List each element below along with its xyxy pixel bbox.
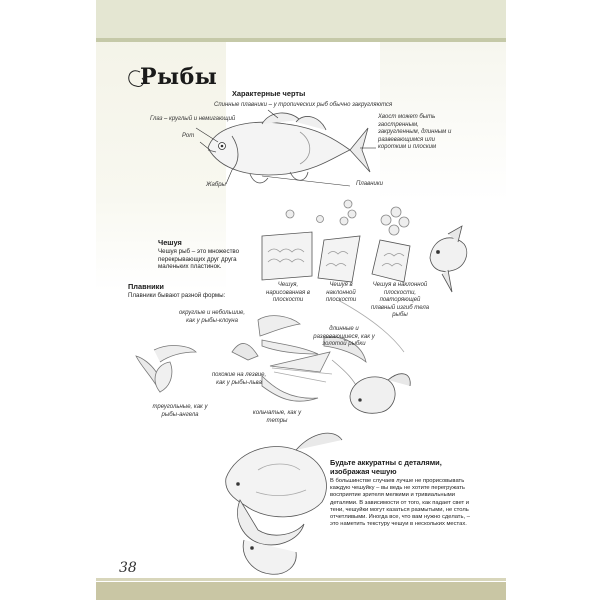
fin-type-rounded: округлые и небольшие, как у рыбы-клоуна bbox=[178, 310, 246, 324]
label-dorsal-fins: Спинные плавники – у тропических рыб обычно закругляются bbox=[214, 102, 393, 108]
scale-panel-flat bbox=[262, 232, 312, 280]
label-eye: Глаз – круглый и немигающий bbox=[150, 116, 236, 122]
features-heading: Характерные черты bbox=[232, 89, 306, 98]
fin-type-blade: похожие на лезвие, как у рыбы-льва bbox=[211, 372, 267, 386]
label-tail: Хвост может быть заостренным, закругленным, длинным и развевающимся или коротким и плоским bbox=[378, 114, 452, 151]
goldfish-drawing bbox=[350, 374, 410, 413]
fins-heading: Плавники bbox=[128, 282, 164, 291]
tip-text: В большинстве случаев лучше не прорисовывать каждую чешуйку – вы ведь не хотите перегружать восприятие зрителя мелкими и тривиальными деталями. В зависимости от того, как падает свет и тени, чешуйки могут казаться размытыми, не столь отчетливыми. Иногда все, что вам нужно сделать, – это наметить текстуру чешуи в нескольких местах. bbox=[330, 478, 470, 528]
scale-samples-top bbox=[286, 200, 409, 235]
scales-caption-angled: Чешуя в наклонной плоскости bbox=[325, 282, 357, 304]
scales-caption-flat: Чешуя, нарисованная в плоскости bbox=[266, 282, 310, 304]
koi-fish-drawing bbox=[226, 433, 342, 574]
tip-heading: Будьте аккуратны с деталями, изображая чешую bbox=[330, 458, 442, 476]
label-fins: Плавники bbox=[356, 181, 384, 187]
fin-type-ringed: кольчатые, как у тетры bbox=[252, 410, 302, 424]
scale-panel-angled bbox=[318, 236, 360, 282]
scales-caption-curved: Чешуя в наклонной плоскости, повторяющей плавный изгиб тела рыбы bbox=[370, 282, 430, 319]
angelfish-drawing bbox=[430, 226, 467, 292]
fins-text: Плавники бывают разной формы: bbox=[128, 292, 226, 299]
fin-type-flowing: длинные и развевающиеся, как у золотой рыбки bbox=[313, 326, 375, 348]
page-number: 38 bbox=[119, 560, 137, 576]
page-title: Рыбы bbox=[140, 64, 218, 90]
scales-heading: Чешуя bbox=[158, 238, 182, 247]
label-gills: Жабры bbox=[206, 182, 226, 188]
scales-text: Чешуя рыб – это множество перекрывающих друг друга маленьких пластинок. bbox=[158, 248, 240, 271]
label-mouth: Рот bbox=[182, 133, 195, 139]
fin-type-triangular: треугольные, как у рыбы-ангела bbox=[152, 404, 208, 418]
scale-panel-curved bbox=[372, 240, 410, 282]
